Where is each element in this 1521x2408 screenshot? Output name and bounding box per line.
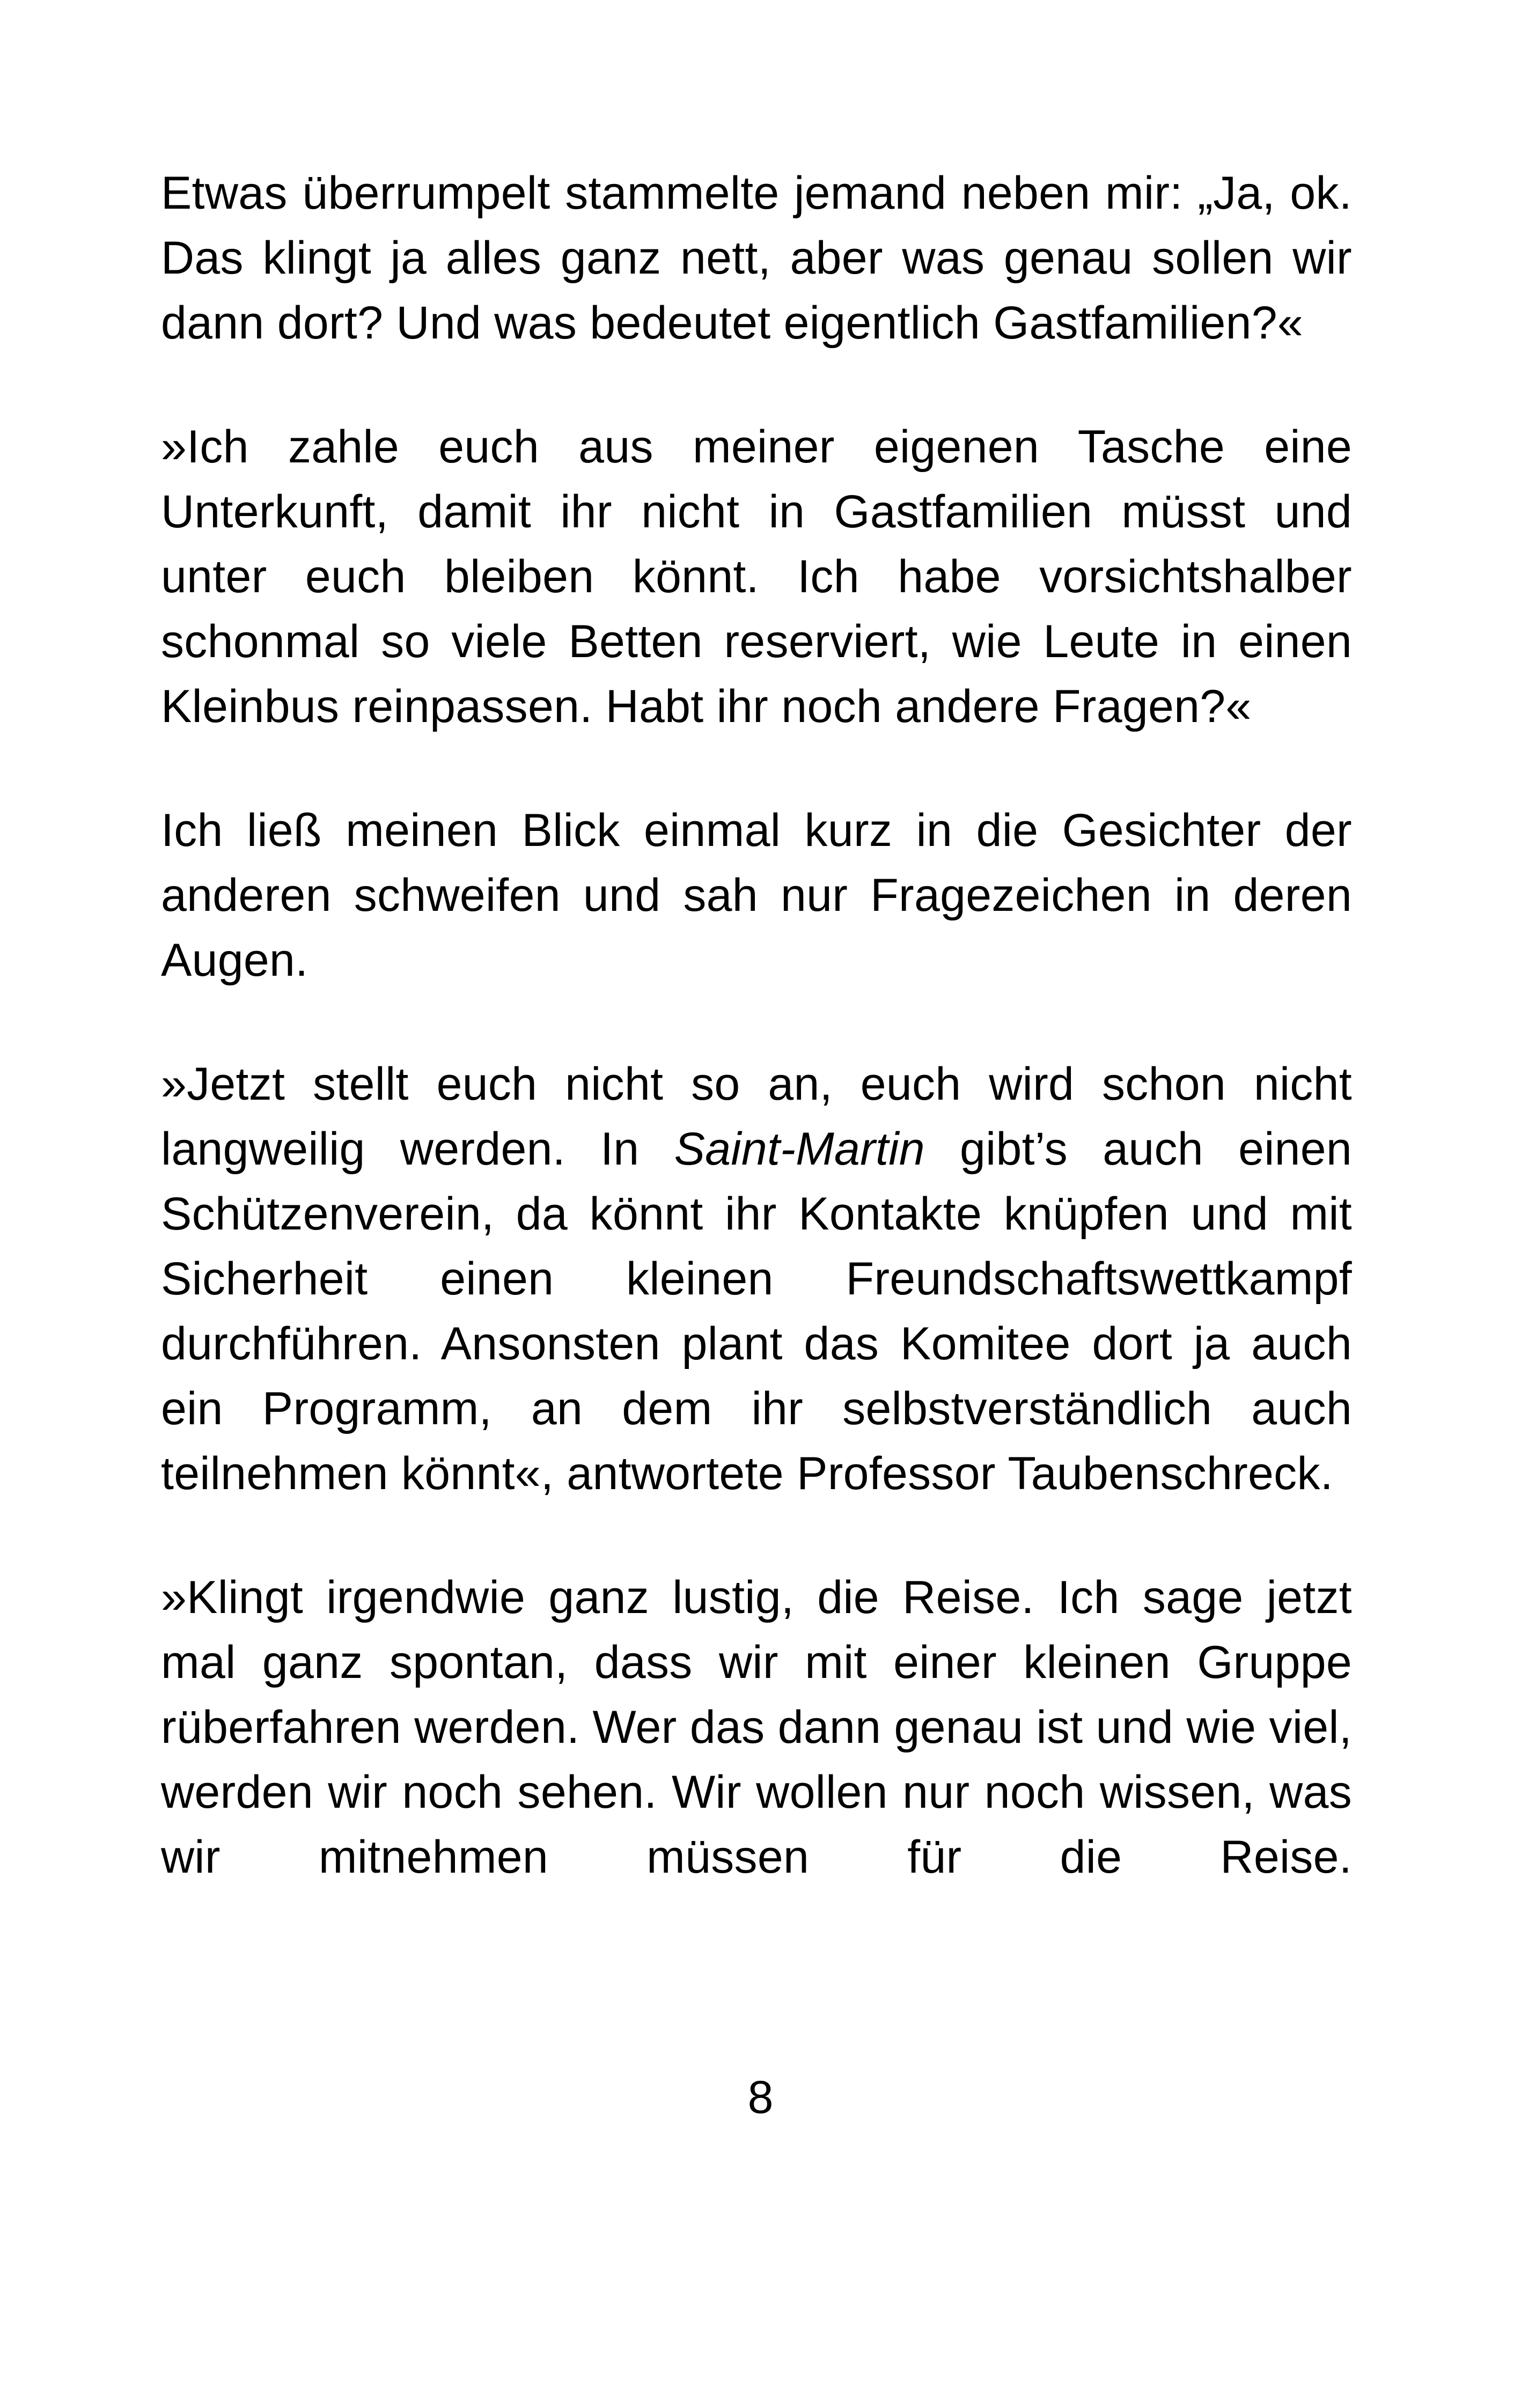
page-number: 8: [747, 2072, 774, 2123]
paragraph-1: Etwas überrumpelt stammelte jemand neben mir: „Ja, ok. Das klingt ja alles ganz nett, aber was genau sollen wir dann dort? Und was bedeutet eigentlich Gastfamilien?«: [161, 167, 1352, 349]
body-text: [161, 161, 1352, 1890]
paragraph-2: »Ich zahle euch aus meiner eigenen Tasche eine Unterkunft, damit ihr nicht in Gastfamilien müsst und unter euch bleiben könnt. Ich habe vorsichtshalber schonmal so viele Betten reserviert, wie Leute in einen Kleinbus reinpassen. Habt ihr noch andere Fragen?«: [161, 421, 1352, 732]
paragraph-4-text-after: gibt’s auch einen Schützenverein, da könnt ihr Kontakte knüpfen und mit Sicherheit einen kleinen Freundschaftswettkampf durchführen. Ansonsten plant das Komitee dort ja auch ein Programm, an dem ihr selbstverständlich auch teilnehmen könnt«, antwortete Professor Taubenschreck.: [161, 1123, 1353, 1499]
place-name-italic: Saint-Martin: [674, 1123, 925, 1175]
paragraph-4-text-before: »Jetzt stellt euch nicht so an, euch wird schon nicht langweilig werden. In: [161, 1058, 1352, 1175]
paragraph-4: [161, 1052, 1352, 1506]
paragraph-5: »Klingt irgendwie ganz lustig, die Reise. Ich sage jetzt mal ganz spontan, dass wir mit einer kleinen Gruppe rüberfahren werden. Wer das dann genau ist und wie viel, werden wir noch sehen. Wir wollen nur noch wissen, was wir mitnehmen müssen für die Reise.: [161, 1572, 1352, 1883]
paragraph-3: Ich ließ meinen Blick einmal kurz in die Gesichter der anderen schweifen und sah nur Fragezeichen in deren Augen.: [161, 805, 1352, 986]
